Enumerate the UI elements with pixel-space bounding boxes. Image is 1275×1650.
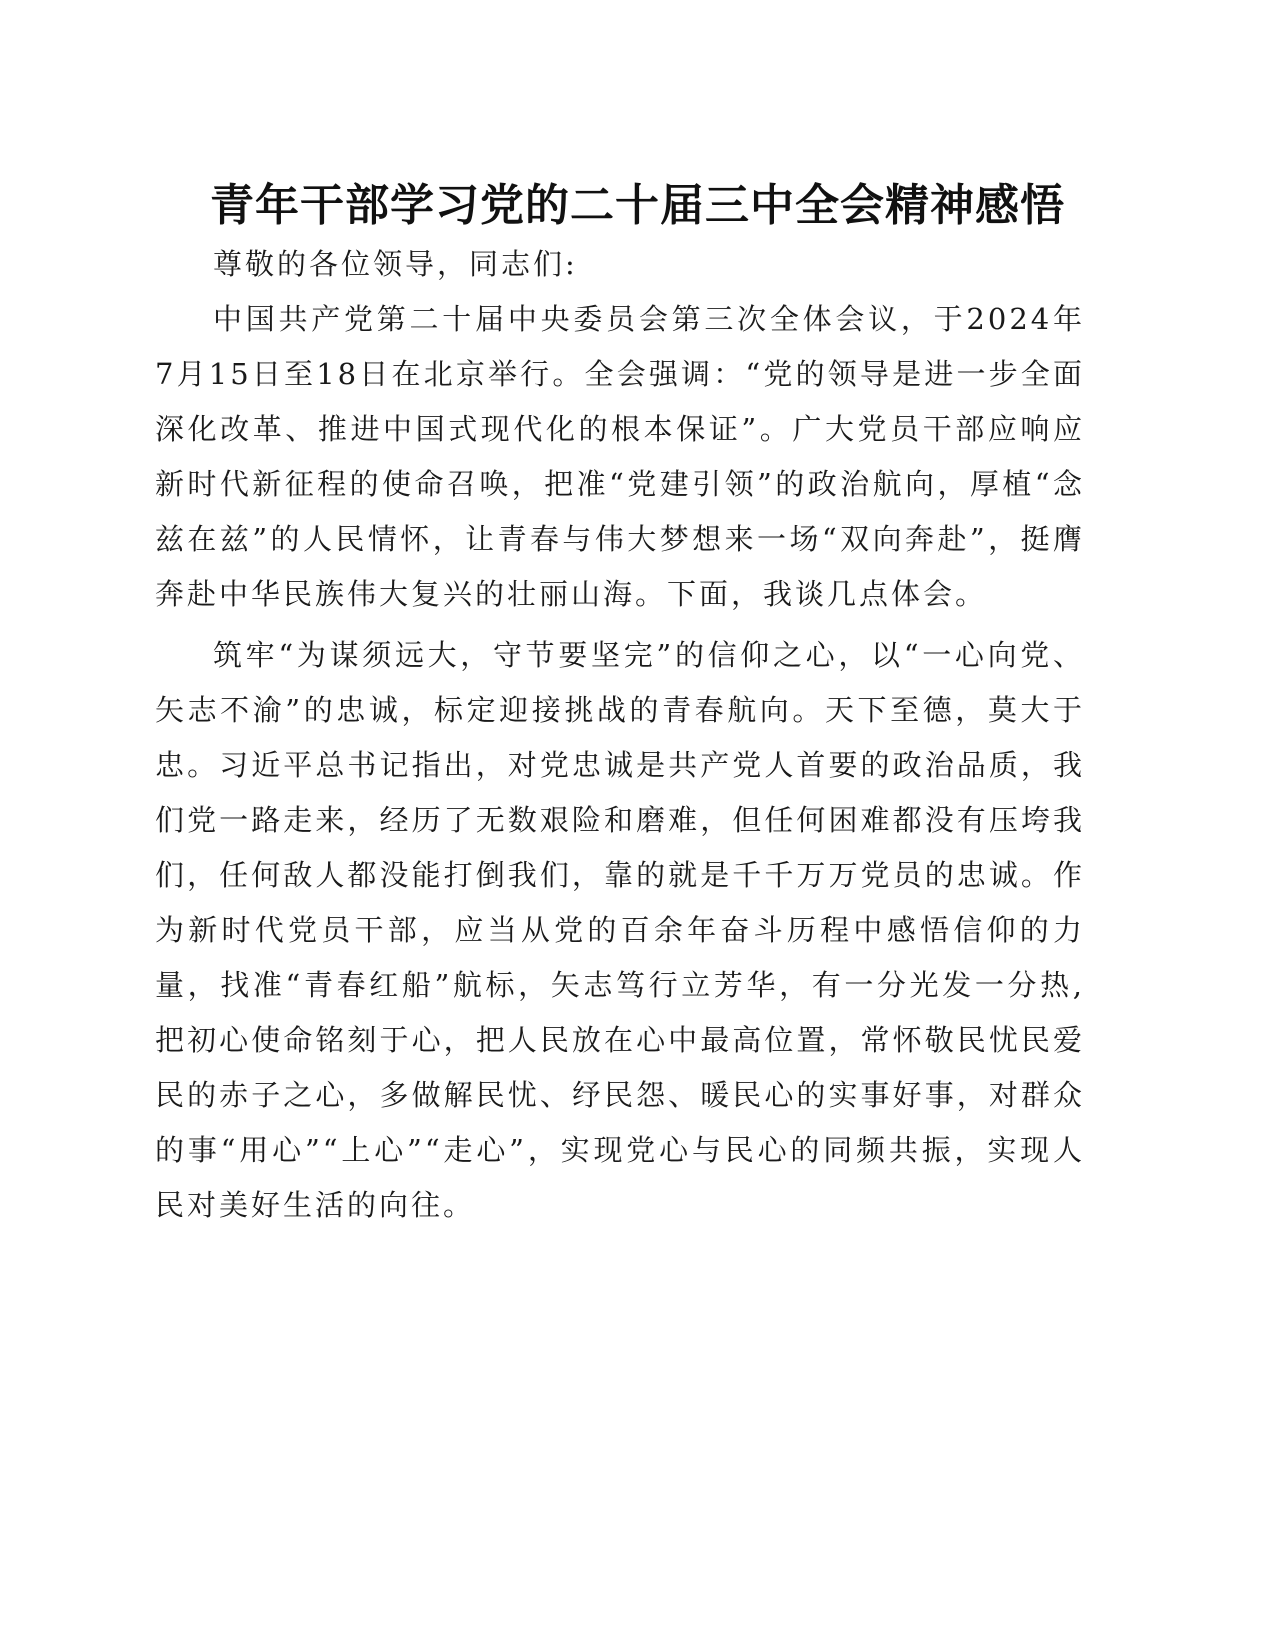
body-paragraph-loyalty: 筑牢“为谋须远大，守节要坚完”的信仰之心，以“一心向党、矢志不渝”的忠诚，标定迎接挑战的青春航向。天下至德，莫大于忠。习近平总书记指出，对党忠诚是共产党人首要的政治品质，我们党一路走来，经历了无数艰险和磨难，但任何困难都没有压垮我们，任何敌人都没能打倒我们，靠的就是千千万万党员的忠诚。作为新时代党员干部，应当从党的百余年奋斗历程中感悟信仰的力量，找准“青春红船”航标，矢志笃行立芳华，有一分光发一分热,把初心使命铭刻于心，把人民放在心中最高位置，常怀敬民忧民爱民的赤子之心，多做解民忧、纾民怨、暖民心的实事好事，对群众的事“用心”“上心”“走心”，实现党心与民心的同频共振，实现人民对美好生活的向往。 [155,638,1085,1222]
document-title: 青年干部学习党的二十届三中全会精神感悟 [210,180,1065,231]
salutation-paragraph: 尊敬的各位领导，同志们: [213,247,578,281]
document-body [155,237,1085,1233]
body-paragraph-intro: 中国共产党第二十届中央委员会第三次全体会议，于2024年7月15日至18日在北京举行。全会强调：“党的领导是进一步全面深化改革、推进中国式现代化的根本保证”。广大党员干部应响应新时代新征程的使命召唤，把准“党建引领”的政治航向，厚植“念兹在兹”的人民情怀，让青春与伟大梦想来一场“双向奔赴”，挺膺奔赴中华民族伟大复兴的壮丽山海。下面，我谈几点体会。 [155,302,1085,611]
